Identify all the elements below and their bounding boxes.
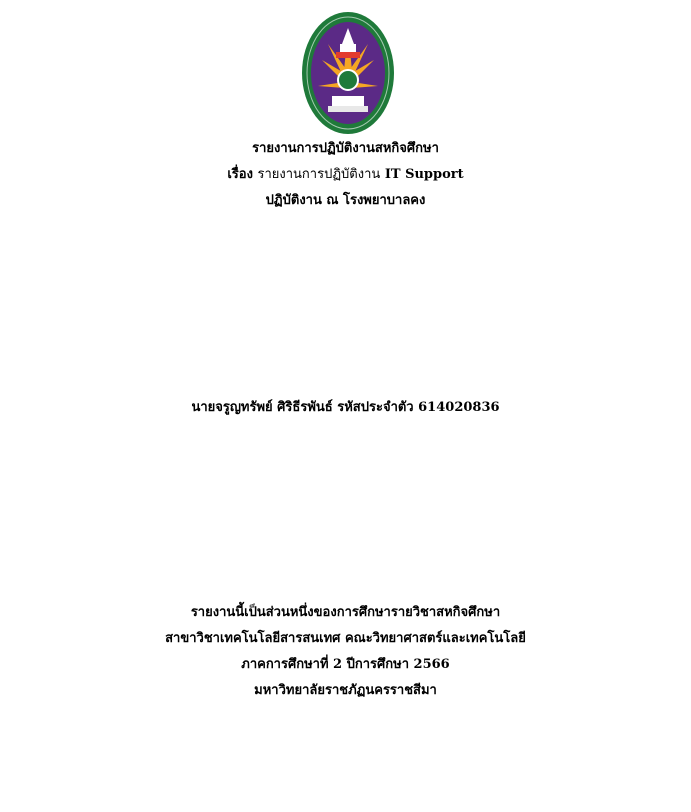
workplace-line — [0, 192, 691, 210]
term-line — [0, 656, 691, 674]
program-line — [0, 630, 691, 648]
subject-en: IT Support — [384, 167, 464, 182]
university-text: มหาวิทยาลัยราชภัฏนครราชสีมา — [254, 683, 437, 698]
report-subject — [0, 166, 691, 184]
purpose-text: รายงานนี้เป็นส่วนหนึ่งของการศึกษารายวิชาสหกิจศึกษา — [190, 605, 501, 620]
subject-prefix: เรื่อง — [227, 167, 253, 182]
report-title-text: รายงานการปฏิบัติงานสหกิจศึกษา — [252, 141, 439, 156]
purpose-line — [0, 604, 691, 622]
report-title — [0, 140, 691, 158]
subject-thai: รายงานการปฏิบัติงาน — [257, 167, 381, 182]
university-seal-icon — [300, 10, 396, 136]
term-text: ภาคการศึกษาที่ 2 ปีการศึกษา 2566 — [241, 657, 450, 672]
student-line — [0, 399, 691, 417]
student-text: นายจรูญทรัพย์ ศิริธีรพันธ์ รหัสประจำตัว 614020836 — [191, 400, 500, 415]
program-text: สาขาวิชาเทคโนโลยีสารสนเทศ คณะวิทยาศาสตร์และเทคโนโลยี — [165, 631, 526, 646]
workplace-text: ปฏิบัติงาน ณ โรงพยาบาลคง — [265, 193, 426, 208]
university-line — [0, 682, 691, 700]
